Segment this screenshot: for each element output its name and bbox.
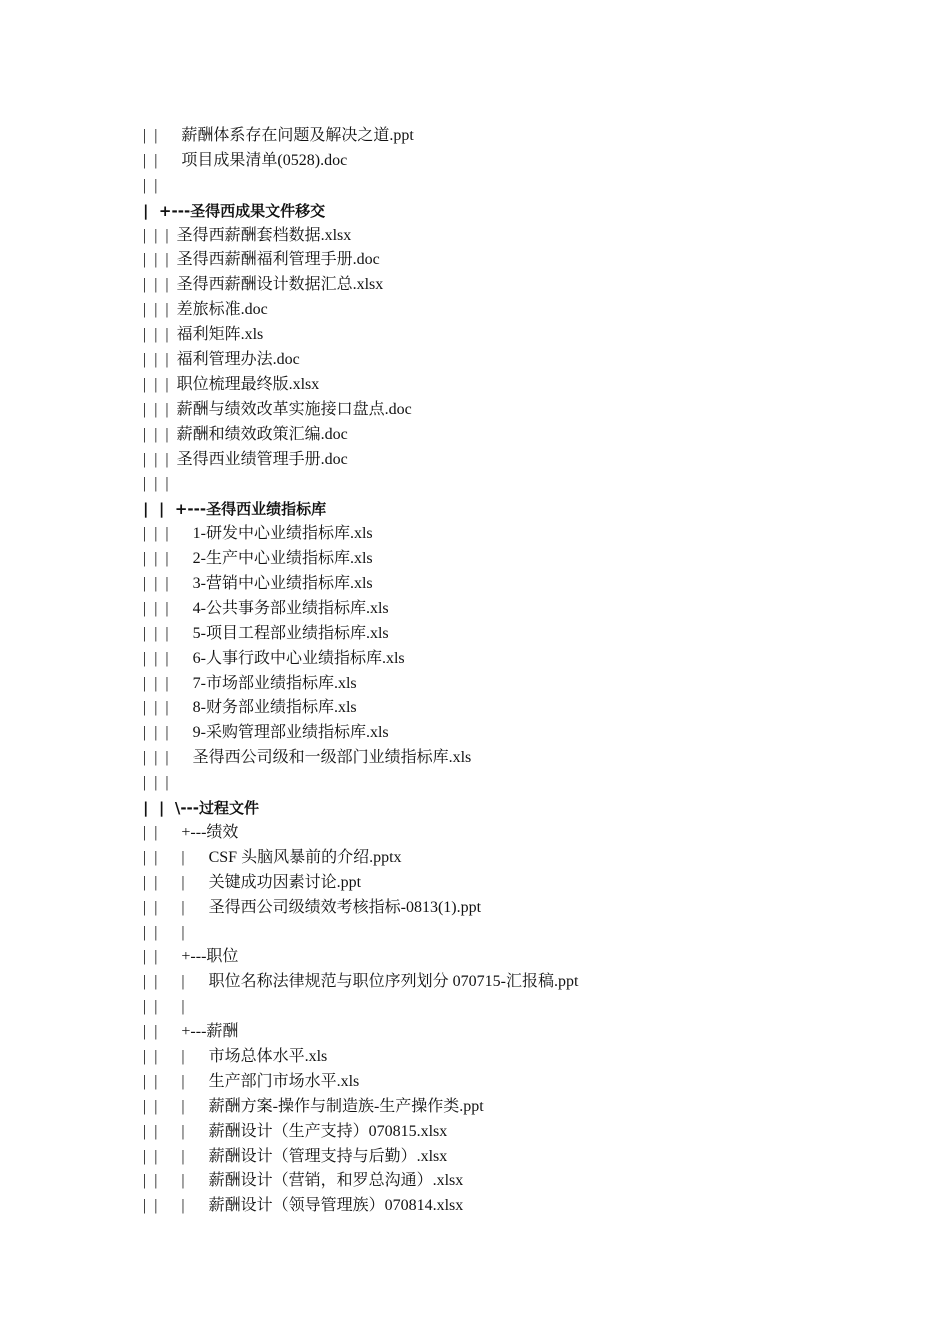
tree-line: | | | 薪酬设计（管理支持与后勤）.xlsx [143, 1147, 448, 1165]
tree-line: | | | 薪酬和绩效政策汇编.doc [143, 425, 348, 443]
tree-line: | | | 薪酬方案-操作与制造族-生产操作类.ppt [143, 1097, 484, 1115]
folder-heading-line: | | \---过程文件 [143, 799, 260, 818]
tree-line: | | | 职位梳理最终版.xlsx [143, 375, 320, 393]
tree-line: | | | 圣得西薪酬设计数据汇总.xlsx [143, 276, 384, 294]
folder-heading-line: | +---圣得西成果文件移交 [143, 201, 326, 220]
tree-line: | | +---薪酬 [143, 1023, 239, 1041]
tree-line: | | | 2-生产中心业绩指标库.xls [143, 550, 373, 568]
tree-line: | | | 职位名称法律规范与职位序列划分 070715-汇报稿.ppt [143, 973, 579, 991]
tree-line: | | | 1-研发中心业绩指标库.xls [143, 525, 373, 543]
tree-line: | | | 圣得西薪酬套档数据.xlsx [143, 226, 352, 244]
tree-line: | | | 薪酬设计（营销，和罗总沟通）.xlsx [143, 1172, 464, 1190]
tree-line: | | | 8-财务部业绩指标库.xls [143, 699, 357, 717]
tree-line: | | | 薪酬设计（领导管理族）070814.xlsx [143, 1197, 464, 1215]
tree-line: | | | 薪酬设计（生产支持）070815.xlsx [143, 1122, 448, 1140]
tree-line: | | | 圣得西公司级和一级部门业绩指标库.xls [143, 749, 472, 767]
tree-line: | | | 关键成功因素讨论.ppt [143, 873, 362, 891]
tree-line: | | | 薪酬与绩效改革实施接口盘点.doc [143, 400, 412, 418]
tree-line: | | 项目成果清单(0528).doc [143, 151, 348, 169]
folder-heading-line: | | +---圣得西业绩指标库 [143, 500, 327, 519]
tree-line: | | | 差旅标准.doc [143, 301, 268, 319]
tree-line: | | | 圣得西业绩管理手册.doc [143, 450, 348, 468]
tree-line: | | | [143, 774, 169, 792]
tree-line: | | +---绩效 [143, 823, 239, 841]
tree-line: | | | CSF 头脑风暴前的介绍.pptx [143, 848, 402, 866]
tree-line: | | | 3-营销中心业绩指标库.xls [143, 575, 373, 593]
tree-line: | | | 福利矩阵.xls [143, 326, 264, 344]
tree-line: | | | 生产部门市场水平.xls [143, 1072, 360, 1090]
tree-line: | | | [143, 998, 185, 1016]
tree-line: | | 薪酬体系存在问题及解决之道.ppt [143, 127, 414, 144]
tree-line: | | | 圣得西公司级绩效考核指标-0813(1).ppt [143, 898, 482, 916]
tree-line: | | | 7-市场部业绩指标库.xls [143, 674, 357, 692]
tree-line: | | | 6-人事行政中心业绩指标库.xls [143, 649, 405, 667]
tree-line: | | [143, 176, 158, 194]
tree-line: | | | [143, 923, 185, 941]
file-tree [143, 124, 863, 1219]
tree-line: | | | 市场总体水平.xls [143, 1047, 328, 1065]
tree-line: | | | [143, 475, 169, 493]
tree-line: | | | 5-项目工程部业绩指标库.xls [143, 624, 389, 642]
tree-line: | | | 福利管理办法.doc [143, 351, 300, 369]
tree-line: | | | 圣得西薪酬福利管理手册.doc [143, 251, 380, 269]
tree-line: | | +---职位 [143, 948, 239, 966]
tree-line: | | | 4-公共事务部业绩指标库.xls [143, 599, 389, 617]
tree-line: | | | 9-采购管理部业绩指标库.xls [143, 724, 389, 742]
